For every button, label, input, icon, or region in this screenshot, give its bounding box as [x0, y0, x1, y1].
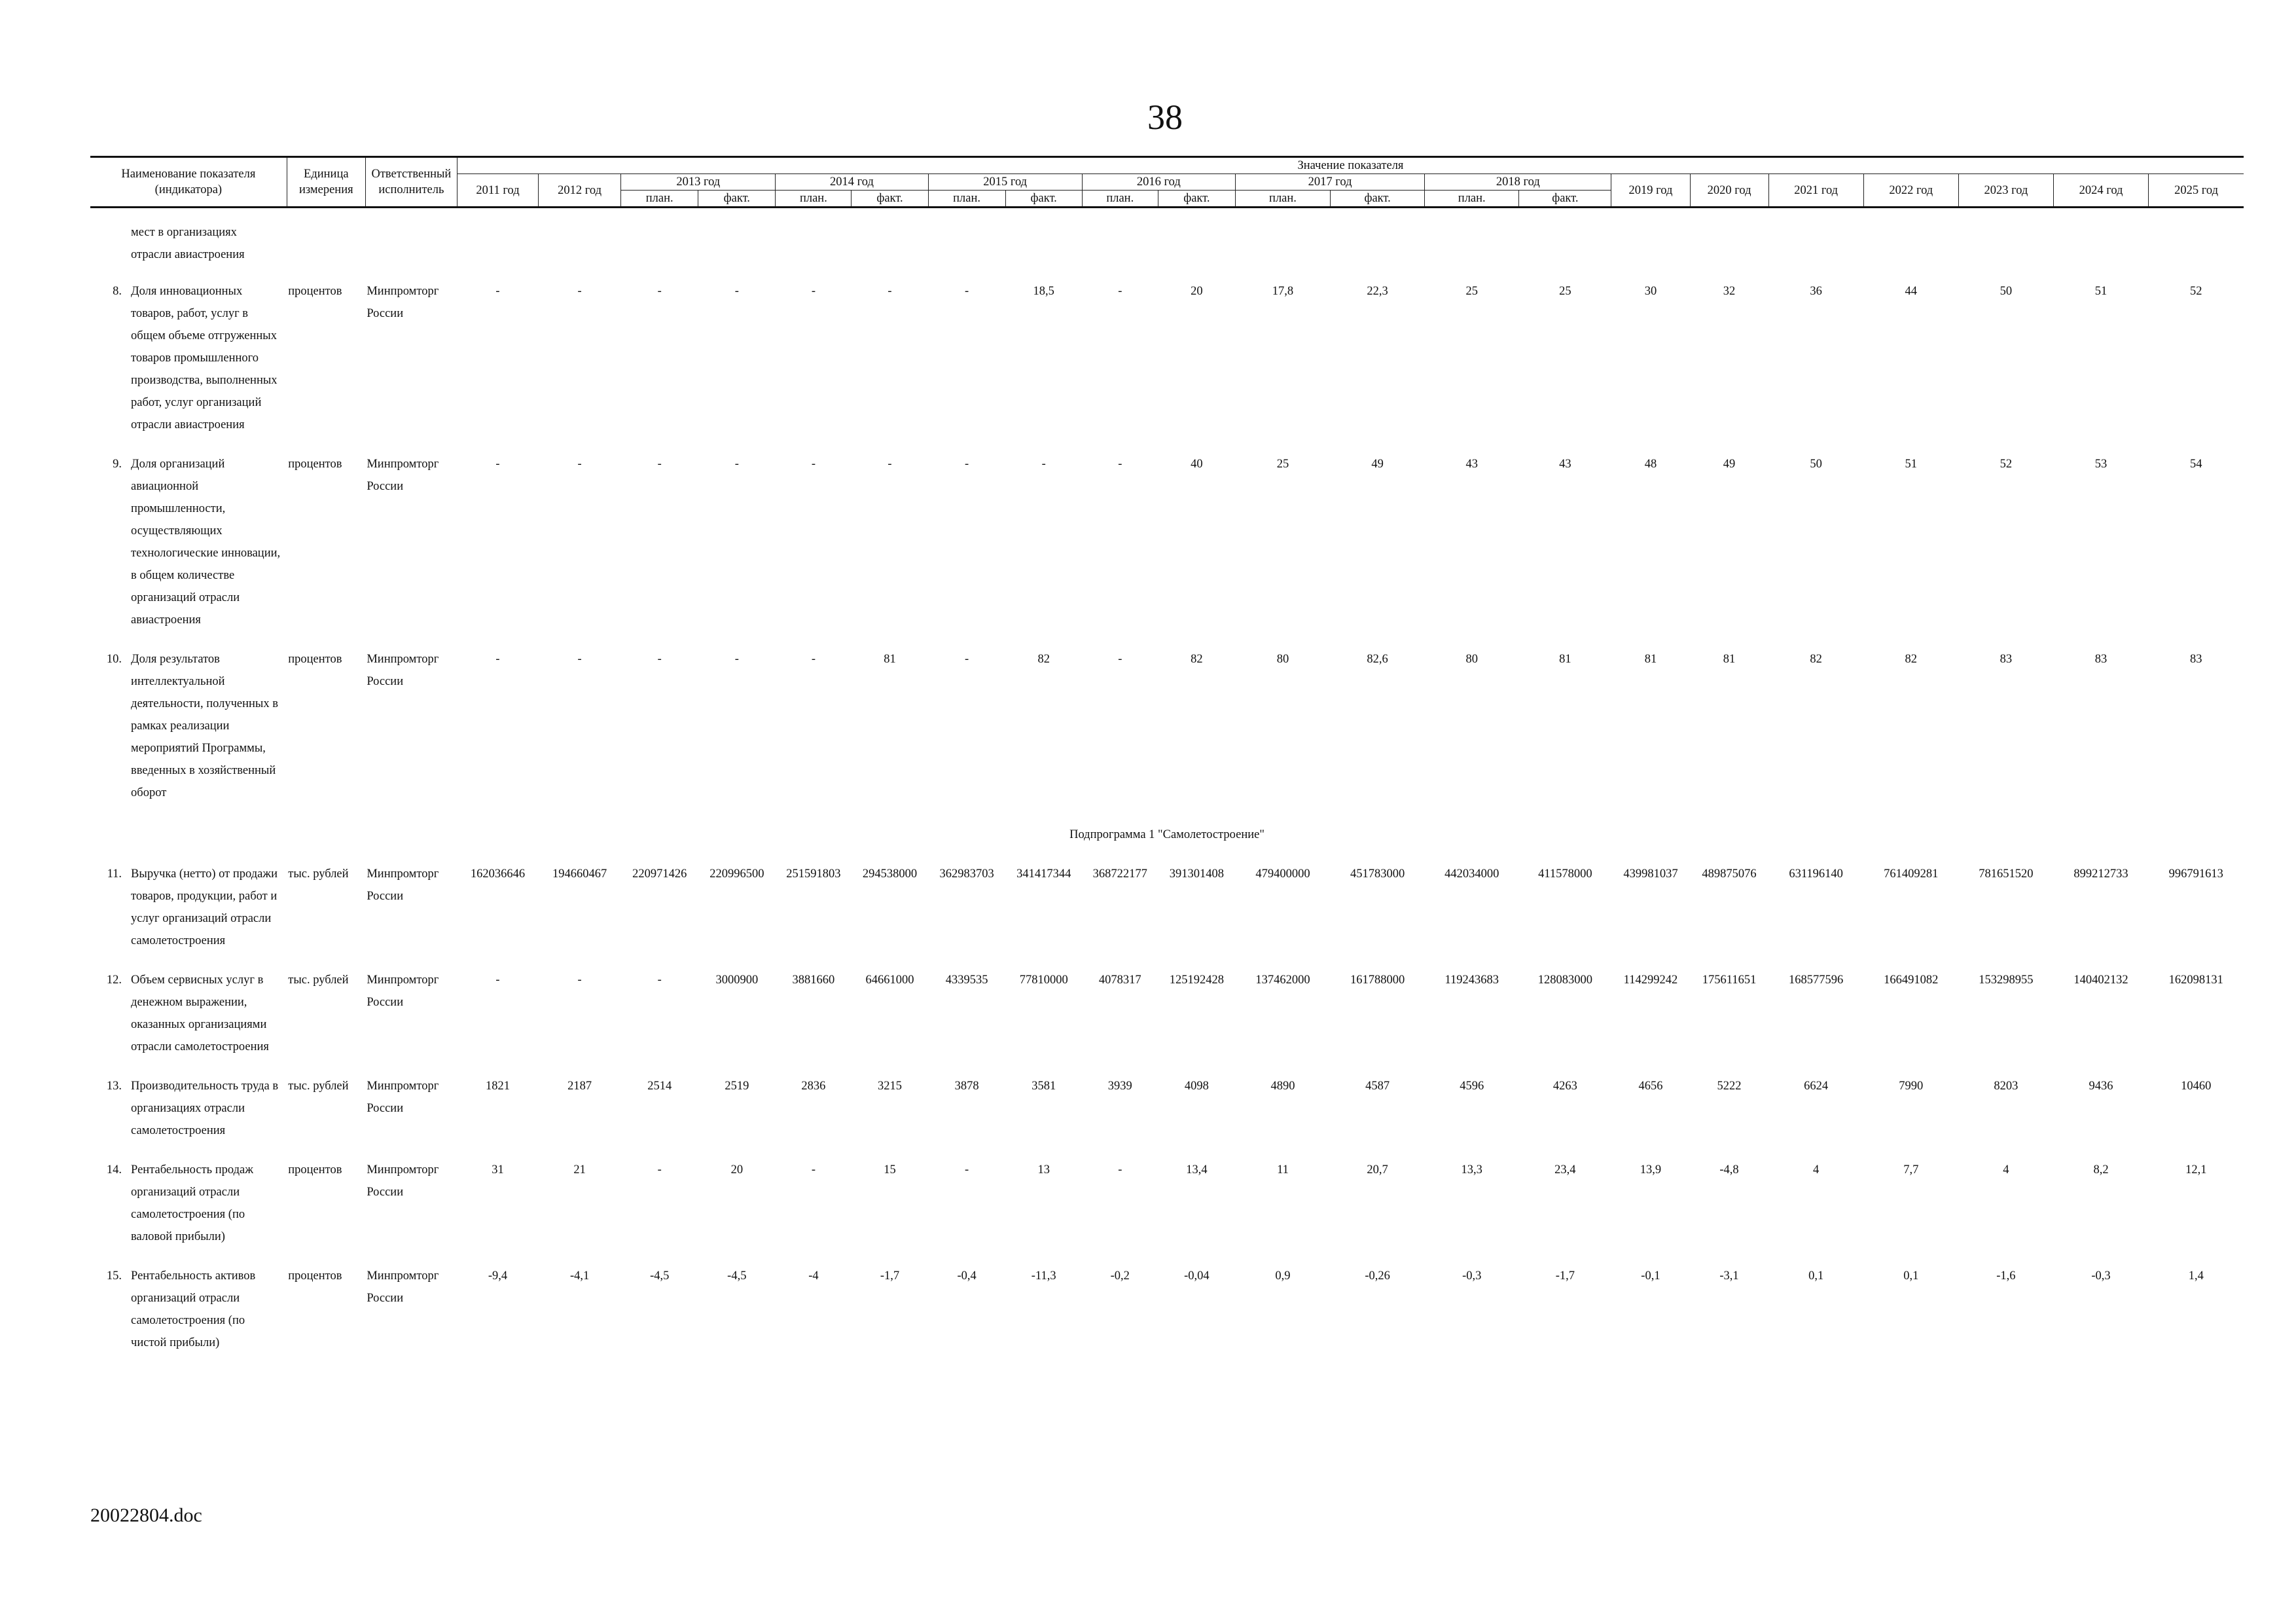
table-row [90, 271, 2244, 444]
value-cell: 9436 [2089, 1080, 2113, 1093]
value-cell: 489875076 [1702, 867, 1757, 881]
value-cell: - [1118, 653, 1122, 666]
value-cell: 13 [1037, 1163, 1050, 1176]
value-cell: 81 [1723, 653, 1736, 666]
value-cell: 220996500 [709, 867, 764, 881]
header-fact: факт. [1158, 191, 1235, 208]
value-cell: -0,3 [2091, 1269, 2111, 1283]
value-cell: - [811, 1163, 816, 1176]
value-cell: 77810000 [1019, 974, 1068, 987]
value-cell: 119243683 [1444, 974, 1499, 987]
header-fact: факт. [852, 191, 928, 208]
value-cell: 25 [1465, 285, 1478, 298]
value-cell: 20 [1191, 285, 1203, 298]
value-cell: 1821 [486, 1080, 510, 1093]
value-cell: 49 [1371, 458, 1384, 471]
value-cell: 899212733 [2073, 867, 2128, 881]
value-cell: 23,4 [1554, 1163, 1576, 1176]
table-body-part2 [90, 854, 2244, 1362]
value-cell: 80 [1276, 653, 1289, 666]
unit-cell: тыс. рублей [288, 1080, 349, 1093]
value-cell: 50 [1810, 458, 1822, 471]
value-cell: 52 [2000, 458, 2013, 471]
value-cell: -0,26 [1365, 1269, 1390, 1283]
value-cell: 362983703 [939, 867, 994, 881]
value-cell: - [811, 458, 816, 471]
header-fact: факт. [698, 191, 776, 208]
value-cell: - [965, 1163, 969, 1176]
table-row [90, 639, 2244, 812]
value-cell: -1,7 [880, 1269, 900, 1283]
value-cell: - [965, 458, 969, 471]
value-cell: 411578000 [1538, 867, 1592, 881]
value-cell: 1,4 [2188, 1269, 2204, 1283]
value-cell: -9,4 [488, 1269, 508, 1283]
value-cell: 251591803 [786, 867, 841, 881]
value-cell: 391301408 [1169, 867, 1224, 881]
value-cell: 128083000 [1537, 974, 1592, 987]
row-number: 10. [106, 653, 122, 666]
value-cell: 44 [1905, 285, 1918, 298]
header-year-2017: 2017 год [1235, 174, 1424, 191]
value-cell: 8,2 [2093, 1163, 2109, 1176]
value-cell: 4098 [1184, 1080, 1209, 1093]
value-cell: -0,1 [1641, 1269, 1660, 1283]
value-cell: -0,2 [1110, 1269, 1130, 1283]
unit-cell: процентов [288, 458, 342, 471]
unit-cell: процентов [288, 653, 342, 666]
value-cell: 4078317 [1098, 974, 1141, 987]
value-cell: 168577596 [1789, 974, 1844, 987]
value-cell: -0,04 [1184, 1269, 1210, 1283]
value-cell: 64661000 [865, 974, 914, 987]
value-cell: 114299242 [1623, 974, 1678, 987]
value-cell: 166491082 [1884, 974, 1939, 987]
value-cell: 194660467 [552, 867, 607, 881]
value-cell: 451783000 [1350, 867, 1405, 881]
value-cell: - [657, 458, 662, 471]
value-cell: 162098131 [2168, 974, 2223, 987]
value-cell: 294538000 [862, 867, 918, 881]
header-plan: план. [1082, 191, 1158, 208]
value-cell: - [577, 974, 582, 987]
table-body-part1 [90, 208, 2244, 812]
value-cell: 3215 [878, 1080, 902, 1093]
value-cell: 137462000 [1255, 974, 1310, 987]
value-cell: 15 [884, 1163, 896, 1176]
value-cell: -1,6 [1996, 1269, 2016, 1283]
indicator-name: мест в организациях отрасли авиастроения [131, 226, 245, 261]
value-cell: - [1118, 1163, 1122, 1176]
table-row-continued [90, 208, 2244, 272]
value-cell: 20 [730, 1163, 744, 1176]
indicator-name: Доля результатов интеллектуальной деятельности, полученных в рамках реализации мероприятий Программы, введенных в хозяйственный оборот [131, 653, 278, 799]
table-row [90, 1256, 2244, 1362]
indicator-name: Рентабельность активов организаций отрасли самолетостроения (по чистой прибыли) [131, 1269, 256, 1349]
unit-cell: процентов [288, 285, 342, 298]
value-cell: 12,1 [2185, 1163, 2207, 1176]
value-cell: 3000900 [715, 974, 759, 987]
value-cell: 220971426 [632, 867, 687, 881]
responsible-cell: Минпромторг России [367, 458, 439, 493]
indicator-name: Рентабельность продаж организаций отрасли самолетостроения (по валовой прибыли) [131, 1163, 254, 1243]
value-cell: 82 [1905, 653, 1918, 666]
value-cell: 3581 [1031, 1080, 1056, 1093]
section-title: Подпрограмма 1 "Самолетостроение" [1069, 828, 1265, 841]
header-year-2014: 2014 год [776, 174, 928, 191]
value-cell: 3881660 [792, 974, 835, 987]
value-cell: 18,5 [1033, 285, 1054, 298]
value-cell: 50 [2000, 285, 2013, 298]
table-row [90, 444, 2244, 639]
value-cell: -4,5 [650, 1269, 670, 1283]
section-header [90, 812, 2244, 854]
row-number: 15. [106, 1269, 122, 1283]
value-cell: 53 [2094, 458, 2108, 471]
value-cell: 4263 [1552, 1080, 1577, 1093]
value-cell: - [657, 285, 662, 298]
value-cell: 7990 [1899, 1080, 1924, 1093]
value-cell: 0,1 [1903, 1269, 1919, 1283]
header-plan: план. [776, 191, 852, 208]
value-cell: - [1041, 458, 1046, 471]
page-number: 38 [1147, 98, 1183, 137]
value-cell: 13,3 [1461, 1163, 1482, 1176]
row-number: 13. [106, 1080, 122, 1093]
value-cell: 2187 [567, 1080, 592, 1093]
value-cell: 439981037 [1623, 867, 1678, 881]
header-plan: план. [928, 191, 1005, 208]
row-number: 14. [106, 1163, 122, 1176]
header-year-2020: 2020 год [1690, 174, 1768, 208]
header-unit-column: Единица измерения [287, 157, 365, 208]
row-number: 12. [106, 974, 122, 987]
header-fact: факт. [1331, 191, 1425, 208]
header-plan: план. [1425, 191, 1519, 208]
value-cell: -4,8 [1719, 1163, 1739, 1176]
table-row [90, 1066, 2244, 1150]
indicator-name: Объем сервисных услуг в денежном выражении, оказанных организациями отрасли самолетостроения [131, 974, 269, 1053]
value-cell: -4,5 [727, 1269, 747, 1283]
value-cell: -4,1 [569, 1269, 590, 1283]
value-cell: 4596 [1460, 1080, 1484, 1093]
header-year-2019: 2019 год [1611, 174, 1690, 208]
value-cell: - [734, 285, 739, 298]
value-cell: 0,9 [1275, 1269, 1291, 1283]
value-cell: 17,8 [1272, 285, 1294, 298]
value-cell: 161788000 [1350, 974, 1405, 987]
header-year-2022: 2022 год [1863, 174, 1958, 208]
value-cell: 83 [2094, 653, 2108, 666]
value-cell: 48 [1644, 458, 1657, 471]
value-cell: 5222 [1717, 1080, 1742, 1093]
value-cell: - [577, 285, 582, 298]
responsible-cell: Минпромторг России [367, 1080, 439, 1115]
value-cell: 7,7 [1903, 1163, 1919, 1176]
value-cell: - [734, 458, 739, 471]
value-cell: 22,3 [1367, 285, 1388, 298]
value-cell: -0,4 [957, 1269, 977, 1283]
value-cell: - [888, 285, 892, 298]
value-cell: - [657, 1163, 662, 1176]
value-cell: 996791613 [2168, 867, 2223, 881]
value-cell: 81 [1644, 653, 1657, 666]
header-fact: факт. [1005, 191, 1082, 208]
value-cell: -4 [808, 1269, 819, 1283]
value-cell: 6624 [1804, 1080, 1829, 1093]
value-cell: 2519 [725, 1080, 749, 1093]
value-cell: 40 [1191, 458, 1203, 471]
value-cell: 81 [1559, 653, 1571, 666]
value-cell: 631196140 [1789, 867, 1843, 881]
value-cell: 36 [1810, 285, 1822, 298]
responsible-cell: Минпромторг России [367, 285, 439, 320]
value-cell: - [495, 974, 500, 987]
header-fact: факт. [1519, 191, 1611, 208]
indicator-table [90, 156, 2244, 1362]
value-cell: - [965, 653, 969, 666]
value-cell: 4890 [1270, 1080, 1295, 1093]
value-cell: - [577, 653, 582, 666]
responsible-cell: Минпромторг России [367, 653, 439, 688]
header-year-2023: 2023 год [1958, 174, 2053, 208]
value-cell: 140402132 [2073, 974, 2128, 987]
value-cell: 82 [1037, 653, 1050, 666]
indicator-name: Производительность труда в организациях отрасли самолетостроения [131, 1080, 279, 1137]
value-cell: -11,3 [1031, 1269, 1056, 1283]
header-year-2012: 2012 год [539, 174, 621, 208]
value-cell: 25 [1559, 285, 1571, 298]
value-cell: 479400000 [1255, 867, 1310, 881]
value-cell: 31 [492, 1163, 504, 1176]
value-cell: 83 [2000, 653, 2013, 666]
header-year-2016: 2016 год [1082, 174, 1235, 191]
value-cell: - [1118, 285, 1122, 298]
unit-cell: процентов [288, 1163, 342, 1176]
value-cell: 52 [2190, 285, 2202, 298]
value-cell: 20,7 [1367, 1163, 1388, 1176]
value-cell: 43 [1465, 458, 1478, 471]
value-cell: 11 [1277, 1163, 1289, 1176]
value-cell: 4587 [1365, 1080, 1390, 1093]
value-cell: 2836 [801, 1080, 826, 1093]
indicator-name: Доля инновационных товаров, работ, услуг в общем объеме отгруженных товаров промышленного производства, выполненных работ, услуг организаций отрасли авиастроения [131, 285, 278, 431]
header-plan: план. [1235, 191, 1330, 208]
value-cell: 82 [1810, 653, 1822, 666]
value-cell: - [495, 458, 500, 471]
value-cell: 3939 [1107, 1080, 1132, 1093]
value-cell: 13,4 [1186, 1163, 1208, 1176]
table-row [90, 1150, 2244, 1256]
header-plan: план. [621, 191, 698, 208]
value-cell: 368722177 [1092, 867, 1147, 881]
value-cell: 3878 [954, 1080, 979, 1093]
table-row [90, 960, 2244, 1066]
value-cell: 82 [1191, 653, 1203, 666]
header-year-2018: 2018 год [1425, 174, 1611, 191]
value-cell: 442034000 [1444, 867, 1499, 881]
value-cell: - [577, 458, 582, 471]
header-value-group: Значение показателя [457, 157, 2244, 174]
header-year-2015: 2015 год [928, 174, 1082, 191]
value-cell: - [1118, 458, 1122, 471]
value-cell: 81 [884, 653, 896, 666]
responsible-cell: Минпромторг России [367, 974, 439, 1009]
value-cell: 4 [2003, 1163, 2009, 1176]
indicator-name: Доля организаций авиационной промышленности, осуществляющих технологические инновации, в общем количестве организаций отрасли авиастроения [131, 458, 281, 627]
row-number: 8. [113, 285, 122, 298]
value-cell: 25 [1276, 458, 1289, 471]
value-cell: 175611651 [1702, 974, 1757, 987]
value-cell: 4 [1813, 1163, 1820, 1176]
value-cell: 781651520 [1979, 867, 2034, 881]
unit-cell: тыс. рублей [288, 974, 349, 987]
header-year-2025: 2025 год [2149, 174, 2244, 208]
value-cell: 162036646 [470, 867, 526, 881]
responsible-cell: Минпромторг России [367, 1163, 439, 1199]
value-cell: 32 [1723, 285, 1736, 298]
responsible-cell: Минпромторг России [367, 1269, 439, 1305]
unit-cell: процентов [288, 1269, 342, 1283]
value-cell: 51 [1905, 458, 1918, 471]
value-cell: 54 [2190, 458, 2202, 471]
value-cell: 341417344 [1016, 867, 1071, 881]
value-cell: 82,6 [1367, 653, 1388, 666]
header-year-2021: 2021 год [1768, 174, 1863, 208]
value-cell: - [888, 458, 892, 471]
footer-filename: 20022804.doc [90, 1504, 202, 1526]
value-cell: 83 [2190, 653, 2202, 666]
value-cell: - [657, 653, 662, 666]
unit-cell: тыс. рублей [288, 867, 349, 881]
header-year-2013: 2013 год [621, 174, 776, 191]
header-responsible-column: Ответственный исполнитель [365, 157, 457, 208]
table-row [90, 854, 2244, 960]
value-cell: - [811, 285, 816, 298]
value-cell: 4656 [1638, 1080, 1663, 1093]
header-year-2024: 2024 год [2053, 174, 2148, 208]
value-cell: 761409281 [1884, 867, 1939, 881]
value-cell: - [495, 285, 500, 298]
value-cell: - [495, 653, 500, 666]
value-cell: 8203 [1994, 1080, 2018, 1093]
value-cell: 125192428 [1169, 974, 1224, 987]
value-cell: 51 [2094, 285, 2108, 298]
header-year-2011: 2011 год [457, 174, 538, 208]
value-cell: 10460 [2181, 1080, 2212, 1093]
row-number: 11. [107, 867, 122, 881]
value-cell: 4339535 [945, 974, 988, 987]
responsible-cell: Минпромторг России [367, 867, 439, 903]
value-cell: -0,3 [1462, 1269, 1482, 1283]
value-cell: 80 [1465, 653, 1478, 666]
value-cell: 153298955 [1979, 974, 2034, 987]
value-cell: 13,9 [1640, 1163, 1662, 1176]
value-cell: - [965, 285, 969, 298]
row-number: 9. [113, 458, 122, 471]
value-cell: 30 [1644, 285, 1657, 298]
value-cell: 2514 [647, 1080, 672, 1093]
indicator-name: Выручка (нетто) от продажи товаров, продукции, работ и услуг организаций отрасли самолетостроения [131, 867, 278, 947]
value-cell: -1,7 [1555, 1269, 1575, 1283]
value-cell: -3,1 [1719, 1269, 1739, 1283]
value-cell: - [657, 974, 662, 987]
header-name-column: Наименование показателя (индикатора) [90, 157, 287, 208]
value-cell: - [811, 653, 816, 666]
value-cell: 43 [1559, 458, 1571, 471]
value-cell: 0,1 [1808, 1269, 1824, 1283]
value-cell: - [734, 653, 739, 666]
value-cell: 49 [1723, 458, 1736, 471]
value-cell: 21 [573, 1163, 586, 1176]
